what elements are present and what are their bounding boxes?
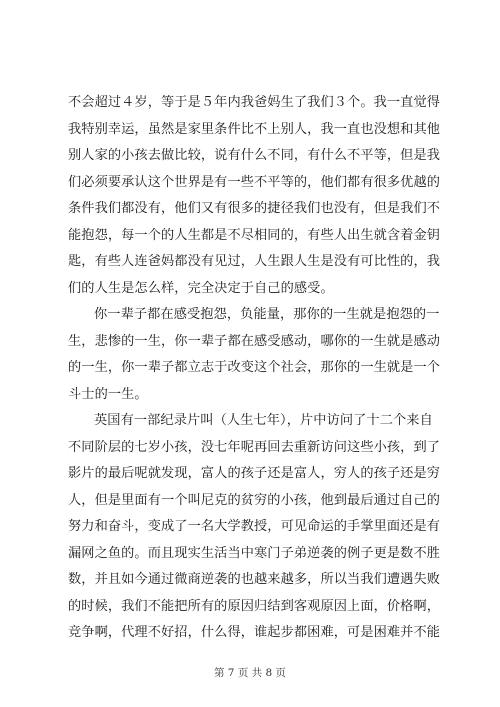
text-line: 匙，有些人连爸妈都没有见过，人生跟人生是没有可比性的，我 [68, 254, 441, 269]
text-line: 条件我们都没有，他们又有很多的捷径我们也没有，但是我们不 [68, 201, 441, 216]
text-line: 生，悲惨的一生，你一辈子都在感受感动，哪你的一生就是感动 [68, 333, 441, 349]
paragraph-2 [68, 302, 440, 408]
text-line: 人，但是里面有一个叫尼克的贫穷的小孩，他到最后通过自己的 [68, 492, 441, 508]
text-line: 斗士的一生。 [68, 386, 148, 402]
text-line: 能抱怨，每一个的人生都是不尽相同的，有些人出生就含着金钥 [68, 227, 441, 243]
text-line: 们必须要承认这个世界是有一些不平等的，他们都有很多优越的 [68, 174, 441, 190]
text-line: 不同阶层的七岁小孩，没七年呢再回去重新访问这些小孩，到了 [68, 439, 441, 455]
text-line: 竞争啊，代理不好招，什么得，谁起步都困难，可是困难并不能 [68, 625, 441, 640]
text-line: 的时候，我们不能把所有的原因归结到客观原因上面，价格啊， [68, 598, 441, 614]
body-text [68, 90, 440, 647]
text-line: 不会超过４岁，等于是５年内我爸妈生了我们３个。我一直觉得 [68, 95, 441, 110]
text-line: 你一辈子都在感受抱怨，负能量，那你的一生就是抱怨的一 [94, 307, 440, 322]
text-line: 影片的最后呢就发现，富人的孩子还是富人，穷人的孩子还是穷 [68, 466, 441, 481]
text-line: 努力和奋斗，变成了一名大学教授，可见命运的手掌里面还是有 [68, 519, 441, 534]
text-line: 数，并且如今通过微商逆袭的也越来越多，所以当我们遭遇失败 [68, 572, 441, 587]
text-line: 别人家的小孩去做比较，说有什么不同，有什么不平等，但是我 [68, 148, 441, 163]
text-line: 们的人生是怎么样，完全决定于自己的感受。 [68, 280, 334, 296]
text-line: 英国有一部纪录片叫（人生七年），片中访问了十二个来自 [94, 413, 433, 428]
paragraph-1 [68, 90, 440, 302]
text-line: 的一生，你一辈子都立志于改变这个社会，那你的一生就是一个 [68, 360, 441, 375]
paragraph-3 [68, 408, 440, 647]
text-line: 我特别幸运，虽然是家里条件比不上别人，我一直也没想和其他 [68, 121, 441, 137]
page-number-footer: 第 7 页 共 8 页 [213, 667, 287, 679]
text-line: 漏网之鱼的。而且现实生活当中寒门子弟逆袭的例子更是数不胜 [68, 545, 441, 561]
